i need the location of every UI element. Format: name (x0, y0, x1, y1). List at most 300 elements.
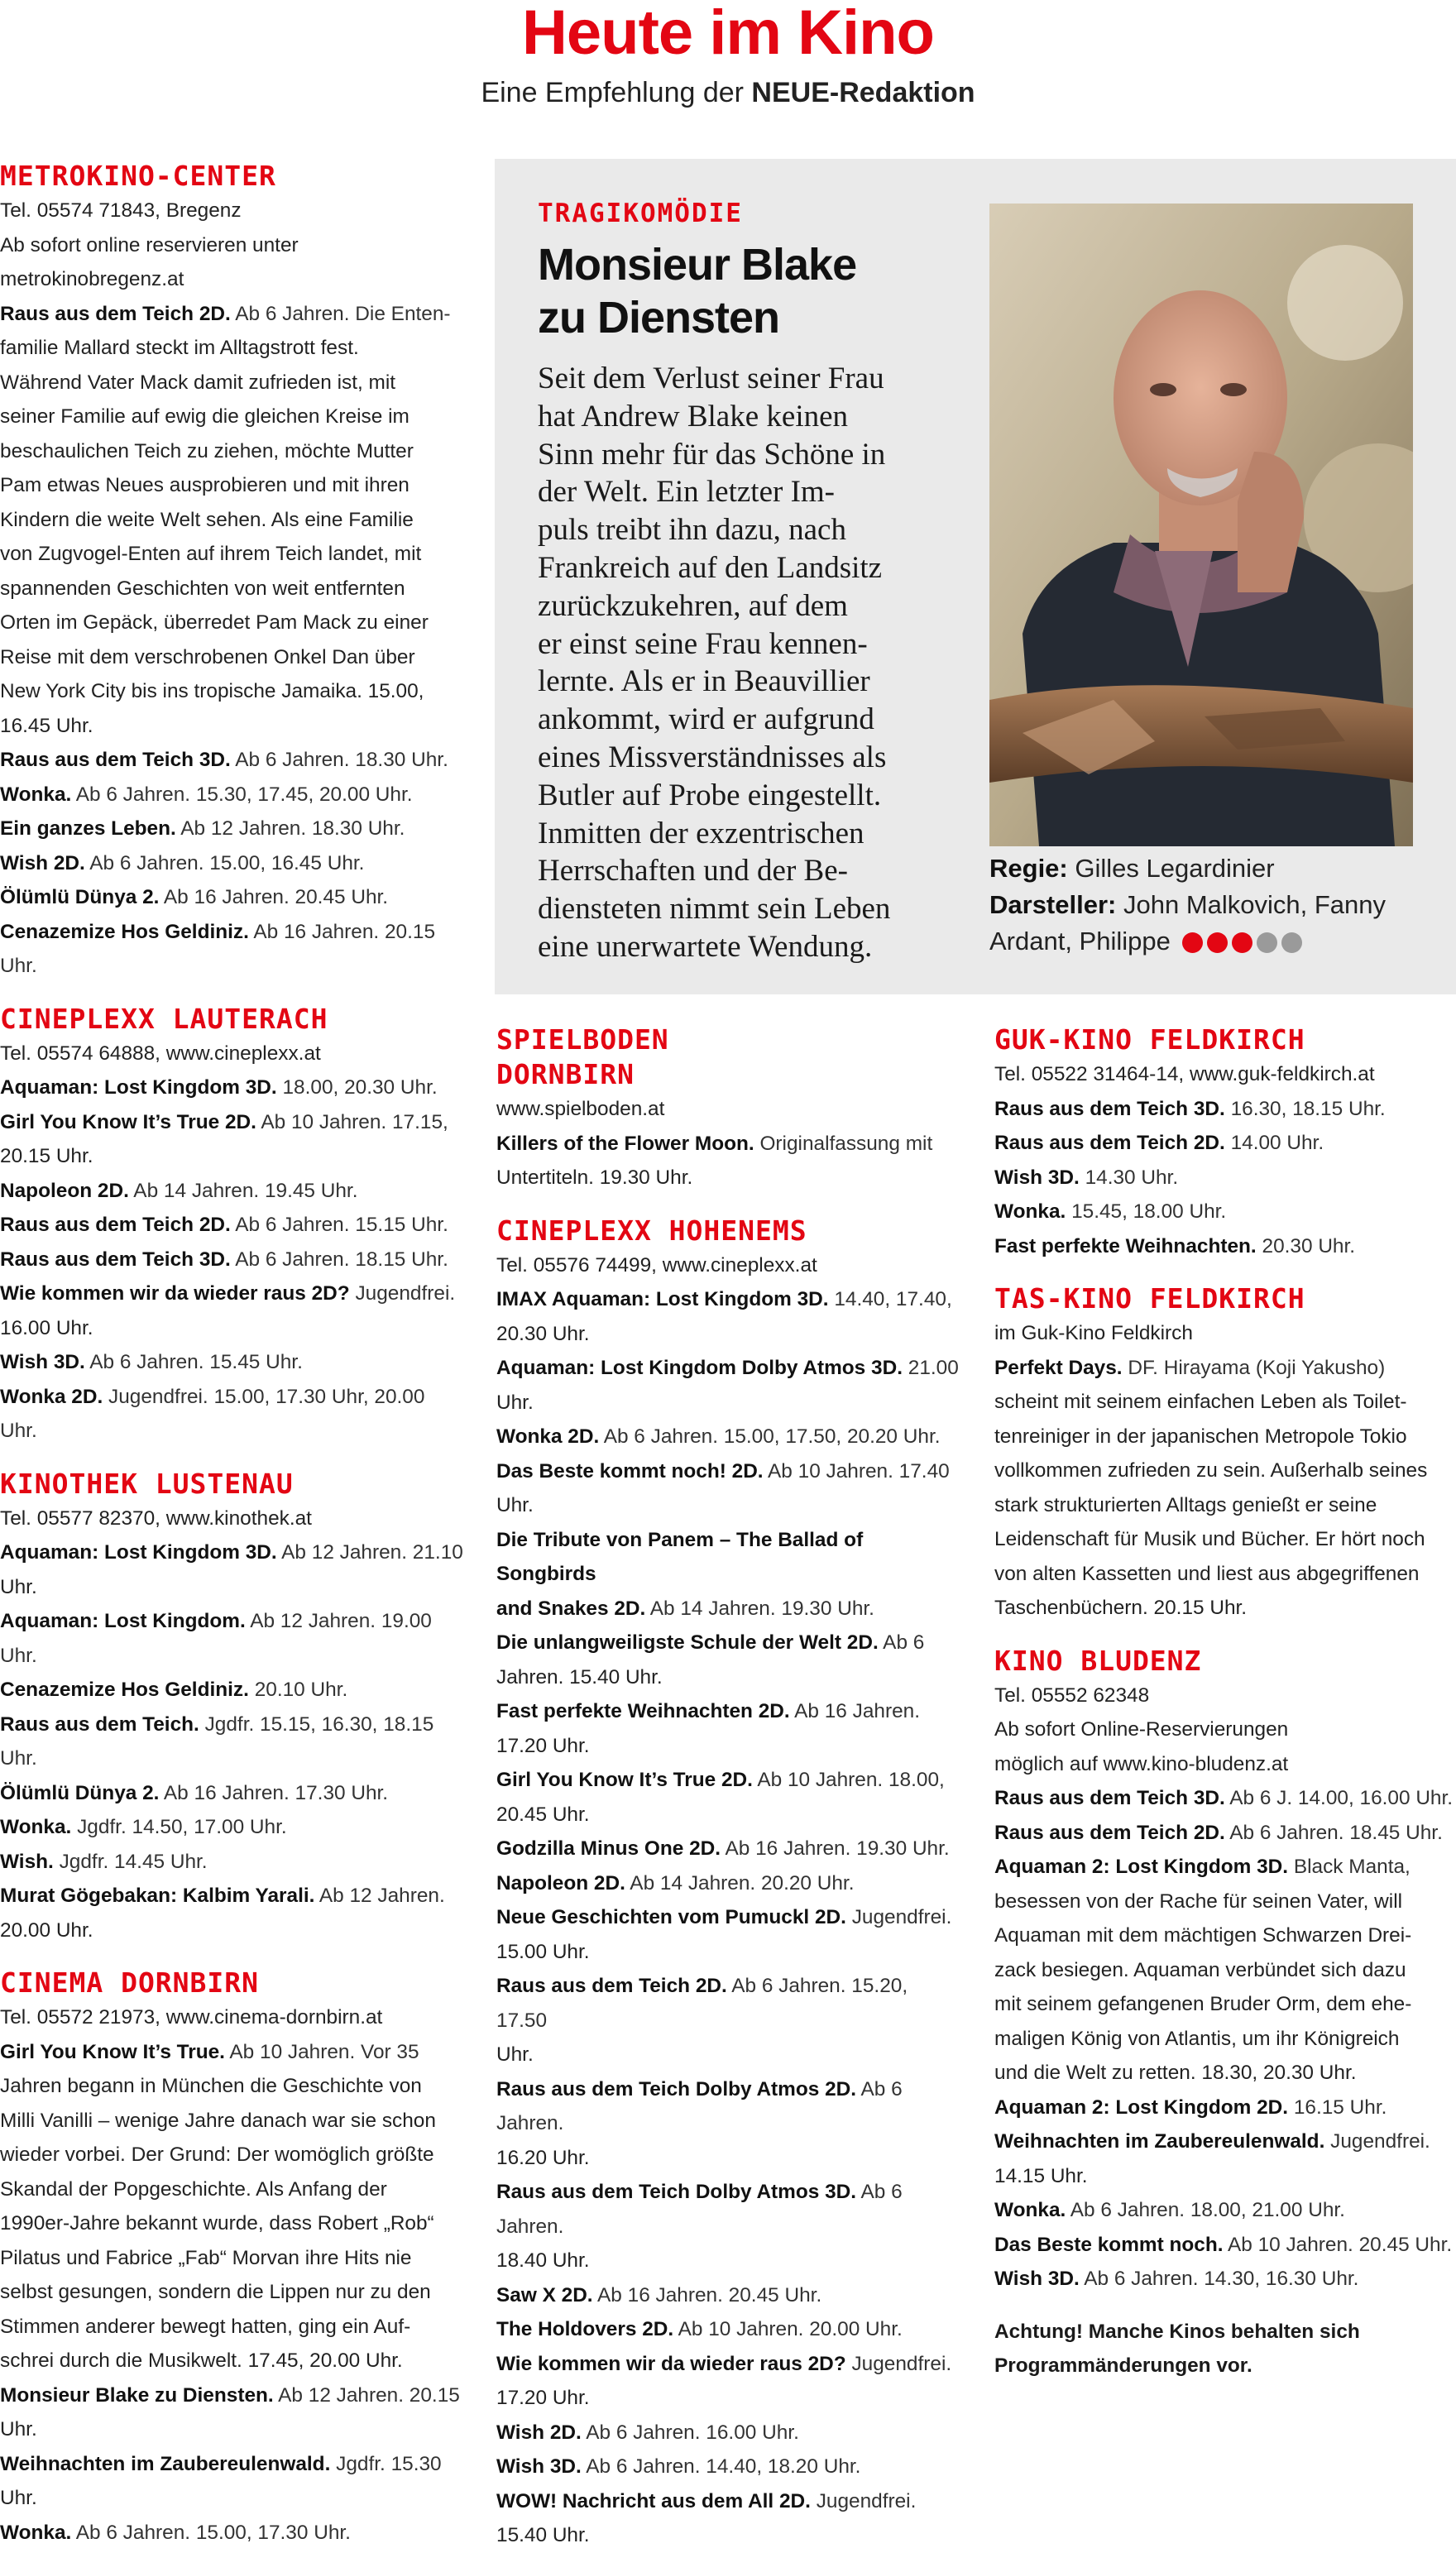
movie-title: Raus aus dem Teich 2D. (0, 302, 231, 325)
movie-entry (496, 2312, 960, 2347)
cinema-heading: GUK-KINO FELDKIRCH (994, 1023, 1305, 1056)
movie-details: Ab 6 Jahren. 15.00, 16.45 Uhr. (89, 851, 365, 874)
text-line: 20.00 Uhr. (0, 1918, 93, 1942)
cinema-heading: CINEPLEXX HOHENEMS (496, 1214, 807, 1247)
movie-entry (496, 1969, 960, 2038)
movie-details: Jgdfr. 15.30 (336, 2452, 442, 2475)
movie-title: Saw X 2D. (496, 2283, 593, 2306)
movie-title: Aquaman: Lost Kingdom 3D. (0, 1541, 277, 1564)
movie-entry (0, 778, 463, 812)
movie-details: Ab 6 Jahren. 18.00, 21.00 Uhr. (1070, 2199, 1345, 2221)
movie-details: 16.30, 18.15 Uhr. (1230, 1097, 1386, 1120)
text-line: 1990er-Jahre bekannt wurde, dass Robert „Rob“ (0, 2212, 434, 2234)
movie-title: Die unlangweiligste Schule der Welt 2D. (496, 1631, 879, 1654)
movie-entry (496, 1866, 960, 1901)
movie-details: Ab 14 Jahren. 19.30 Uhr. (649, 1597, 874, 1620)
movie-entry (496, 2416, 960, 2450)
text-line: 15.00 Uhr. (496, 1940, 590, 1963)
text-line: von alten Kassetten und liest aus abgegriffenen (994, 1562, 1420, 1585)
movie-title: Murat Gögebakan: Kalbim Yarali. (0, 1885, 315, 1907)
text-line: Leidenschaft für Musik und Bücher. Er hört noch (994, 1528, 1425, 1550)
movie-details: Ab 6 Jahren. 18.45 Uhr. (1229, 1821, 1443, 1844)
movie-details: Ab 10 Jahren. 17.15, (261, 1110, 448, 1133)
movie-details: 20.10 Uhr. (254, 1679, 348, 1701)
notice-line: Achtung! Manche Kinos behalten sich (994, 2320, 1360, 2343)
subtitle-bold: NEUE-Redaktion (751, 77, 975, 108)
movie-title: Ölümlü Dünya 2. (0, 886, 160, 908)
movie-title: Wish 3D. (496, 2455, 582, 2478)
movie-details: Ab 12 Jahren. 18.30 Uhr. (180, 817, 405, 840)
text-line: mit seinem gefangenen Bruder Orm, dem ehe- (994, 1993, 1412, 2015)
movie-title: Aquaman: Lost Kingdom 3D. (0, 1076, 277, 1099)
movie-details: Ab 6 Jahren. (496, 2077, 903, 2134)
movie-entry (994, 1351, 1456, 1386)
text-line: im Guk-Kino Feldkirch (994, 1322, 1193, 1344)
text-line: Ab sofort online reservieren unter (0, 233, 299, 256)
movie-title: Wonka. (0, 1816, 72, 1838)
column-middle (496, 1023, 960, 2553)
movie-title: Godzilla Minus One 2D. (496, 1837, 721, 1860)
movie-title: Das Beste kommt noch! 2D. (496, 1459, 764, 1482)
movie-entry (0, 1105, 463, 1140)
movie-details: 21.00 (908, 1357, 959, 1379)
movie-details: Ab 12 Jahren. 20.15 (278, 2383, 460, 2407)
movie-entry (496, 1900, 960, 1935)
movie-entry (0, 1345, 463, 1380)
feature-box (495, 159, 1456, 994)
text-line: Ab sofort Online-Reservierungen (994, 1718, 1289, 1741)
text-line: Uhr. (0, 2418, 37, 2440)
movie-entry (0, 1604, 463, 1673)
movie-details: Ab 6 (883, 1631, 925, 1654)
spacer (0, 984, 463, 1002)
movie-details: 14.30 Uhr. (1085, 1166, 1179, 1189)
movie-title: Aquaman 2: Lost Kingdom 3D. (994, 1856, 1289, 1878)
movie-entry (994, 2124, 1456, 2159)
movie-entry (994, 2193, 1456, 2228)
regie-line (989, 850, 1436, 887)
movie-title: Wonka 2D. (496, 1425, 600, 1448)
movie-entry (0, 2035, 463, 2070)
movie-details: Jgdfr. 14.45 Uhr. (59, 1850, 208, 1873)
rating-dot-filled (1232, 932, 1252, 953)
movie-entry (994, 1781, 1456, 1816)
movie-entry (496, 1127, 960, 1162)
text-line: von Zugvogel-Enten auf ihrem Teich landet, mit (0, 543, 422, 565)
movie-entry (0, 743, 463, 778)
feature-title (538, 238, 968, 344)
subtitle-prefix: Eine Empfehlung der (481, 77, 752, 108)
movie-entry (0, 846, 463, 881)
movie-title: Raus aus dem Teich 3D. (994, 1787, 1225, 1809)
text-line: Uhr. (0, 2487, 37, 2509)
feature-photo (989, 204, 1413, 846)
text-line: Jahren begann in München die Geschichte von (0, 2075, 422, 2097)
synopsis-line: Herrschaften und der Be- (538, 854, 848, 889)
text-line: Tel. 05574 71843, Bregenz (0, 199, 242, 222)
movie-entry (496, 1282, 960, 1317)
feature-synopsis (538, 360, 984, 966)
movie-details: 14.00 Uhr. (1230, 1132, 1324, 1154)
spacer (994, 1263, 1456, 1281)
synopsis-line: hat Andrew Blake keinen (538, 399, 849, 433)
text-line: Kindern die weite Welt sehen. Als eine Familie (0, 508, 414, 531)
movie-entry (496, 1454, 960, 1489)
movie-entry (994, 1161, 1456, 1195)
movie-title: Cenazemize Hos Geldiniz. (0, 1679, 249, 1701)
page-title: Heute im Kino (522, 0, 934, 68)
movie-title: Aquaman: Lost Kingdom. (0, 1610, 246, 1632)
movie-entry (0, 1845, 463, 1880)
portrait-image (989, 204, 1413, 846)
text-line: spannenden Geschichten von weit entfernten (0, 577, 405, 600)
movie-title: Raus aus dem Teich 2D. (994, 1132, 1225, 1154)
text-line: Skandal der Popgeschichte. Als Anfang der (0, 2177, 387, 2201)
text-line: Milli Vanilli – wenige Jahre danach war sie schon (0, 2109, 436, 2132)
movie-entry (994, 2228, 1456, 2263)
text-line: Uhr. (496, 1494, 534, 1516)
cinema-heading: TAS-KINO FELDKIRCH (994, 1282, 1305, 1315)
text-line: zack besiegen. Aquaman verbündet sich dazu (994, 1958, 1406, 1981)
text-line: metrokinobregenz.at (0, 268, 184, 290)
movie-title: Raus aus dem Teich 2D. (994, 1821, 1225, 1844)
movie-title: Weihnachten im Zaubereulenwald. (994, 2130, 1325, 2153)
text-line: stark strukturierten Alltags genießt er seine (994, 1493, 1377, 1516)
regie-value: Gilles Legardinier (1075, 854, 1275, 883)
movie-details: Jugendfrei. (355, 1282, 456, 1305)
movie-entry (994, 1816, 1456, 1851)
movie-title: Perfekt Days. (994, 1356, 1123, 1379)
text-line: besessen von der Rache für seinen Vater, will (994, 1890, 1403, 1913)
text-line: www.spielboden.at (496, 1098, 665, 1120)
movie-entry (496, 1523, 960, 1592)
text-line: Taschenbüchern. 20.15 Uhr. (994, 1597, 1248, 1619)
movie-title: Die Tribute von Panem – The Ballad of Songbirds (496, 1528, 864, 1585)
movie-entry (496, 1592, 960, 1626)
page-subtitle (0, 76, 1456, 109)
movie-details: Ab 16 Jahren. (794, 1700, 920, 1722)
text-line: 15.40 Uhr. (496, 2524, 590, 2546)
rating-dot-empty (1257, 932, 1277, 953)
movie-entry (994, 1092, 1456, 1127)
movie-entry (496, 2072, 960, 2141)
text-line: Reise mit dem verschrobenen Onkel Dan über (0, 645, 415, 668)
text-line: Stimmen anderer bewegt hatten, ging ein Auf- (0, 2315, 411, 2338)
movie-title: and Snakes 2D. (496, 1597, 646, 1620)
movie-details: Jgdfr. 15.15, 16.30, 18.15 Uhr. (0, 1712, 434, 1770)
text-line: Uhr. (496, 2043, 534, 2066)
feature-genre: TRAGIKOMÖDIE (538, 199, 743, 228)
movie-details: Originalfassung mit (759, 1132, 933, 1155)
darsteller-value-2: Ardant, Philippe (989, 927, 1171, 956)
movie-details: Ab 10 Jahren. 20.45 Uhr. (1227, 2233, 1453, 2256)
text-line: 16.20 Uhr. (496, 2146, 590, 2169)
text-line: und die Welt zu retten. 18.30, 20.30 Uhr. (994, 2062, 1357, 2084)
text-line: Pam etwas Neues ausprobieren und mit ihren (0, 474, 410, 496)
movie-title: Wie kommen wir da wieder raus 2D? (496, 2352, 846, 2375)
synopsis-line: der Welt. Ein letzter Im- (538, 475, 835, 510)
movie-entry (0, 1879, 463, 1914)
text-line: selbst gesungen, sondern die Lippen nur zu den (0, 2281, 431, 2303)
darsteller-label: Darsteller: (989, 890, 1117, 919)
movie-title: Raus aus dem Teich Dolby Atmos 3D. (496, 2181, 857, 2203)
text-line: maligen König von Atlantis, um ihr Königreich (994, 2027, 1400, 2050)
movie-details: Ab 16 Jahren. 17.30 Uhr. (163, 1781, 389, 1804)
movie-details: Ab 6 Jahren. 18.15 Uhr. (235, 1248, 448, 1271)
feature-title-line: zu Diensten (538, 293, 780, 342)
movie-details: Jugendfrei. 15.00, 17.30 Uhr, 20.00 Uhr. (0, 1385, 425, 1442)
movie-title: Wish. (0, 1850, 54, 1873)
text-line: vollkommen zufrieden zu sein. Außerhalb seines (994, 1459, 1428, 1482)
synopsis-line: Seit dem Verlust seiner Frau (538, 362, 884, 395)
text-line: Tel. 05576 74499, www.cineplexx.at (496, 1253, 817, 1276)
movie-title: Fast perfekte Weihnachten. (994, 1234, 1257, 1257)
movie-details: Jugendfrei. (816, 2489, 917, 2512)
text-line: 20.30 Uhr. (496, 1322, 590, 1345)
movie-title: Wie kommen wir da wieder raus 2D? (0, 1282, 350, 1305)
movie-title: Ölümlü Dünya 2. (0, 1781, 160, 1804)
movie-entry (496, 1694, 960, 1729)
movie-entry (0, 1071, 463, 1105)
movie-title: Neue Geschichten vom Pumuckl 2D. (496, 1906, 846, 1928)
movie-entry (0, 1208, 463, 1243)
movie-entry (0, 1535, 463, 1570)
movie-entry (994, 1850, 1456, 1885)
movie-details: Jugendfrei. (1330, 2130, 1430, 2153)
movie-entry (496, 2347, 960, 2382)
movie-details: Ab 16 Jahren. 20.45 Uhr. (597, 2283, 822, 2306)
spacer (496, 1195, 960, 1214)
movie-entry (0, 1243, 463, 1277)
movie-details: Ab 6 Jahren. 16.00 Uhr. (586, 2421, 799, 2444)
movie-details: Ab 6 Jahren. 14.30, 16.30 Uhr. (1084, 2268, 1359, 2290)
movie-entry (994, 2262, 1456, 2297)
movie-entry (0, 1810, 463, 1845)
movie-entry (0, 2378, 463, 2413)
movie-title: Aquaman: Lost Kingdom Dolby Atmos 3D. (496, 1357, 903, 1379)
movie-entry (0, 2516, 463, 2551)
movie-title: Wish 2D. (496, 2421, 582, 2444)
synopsis-line: Inmitten der exzentrischen (538, 816, 864, 850)
movie-details: Jugendfrei. (851, 1906, 952, 1928)
text-line: familie Mallard steckt im Alltagstrott fest. (0, 337, 359, 359)
movie-entry (496, 1763, 960, 1798)
synopsis-line: Frankreich auf den Landsitz (538, 550, 883, 585)
rating-dots (1182, 932, 1302, 953)
movie-details: Ab 10 Jahren. Vor 35 (229, 2040, 419, 2063)
movie-details: Ab 16 Jahren. 19.30 Uhr. (725, 1837, 950, 1860)
text-line: New York City bis ins tropische Jamaika. 15.00, (0, 680, 424, 702)
text-line: Tel. 05522 31464-14, www.guk-feldkirch.at (994, 1063, 1375, 1085)
movie-entry (496, 2450, 960, 2484)
movie-details: Ab 10 Jahren. 17.40 (768, 1459, 950, 1482)
movie-title: Wish 3D. (0, 1351, 85, 1373)
movie-details: 16.15 Uhr. (1293, 2096, 1387, 2119)
movie-entry (0, 812, 463, 846)
movie-title: Wonka. (0, 783, 72, 806)
movie-details: Ab 6 Jahren. 15.00, 17.50, 20.20 Uhr. (603, 1425, 941, 1448)
synopsis-line: ankommt, wird er aufgrund (538, 702, 874, 737)
column-right (994, 1023, 1456, 2383)
synopsis-line: Sinn mehr für das Schöne in (538, 437, 886, 472)
text-line: Jahren. 15.40 Uhr. (496, 1665, 663, 1688)
cinema-heading: CINEPLEXX LAUTERACH (0, 1002, 328, 1035)
movie-entry (0, 1708, 463, 1776)
movie-title: Cenazemize Hos Geldiniz. (0, 920, 249, 943)
movie-details: Ab 6 Jahren. 15.15 Uhr. (235, 1214, 448, 1236)
text-line: 16.00 Uhr. (0, 1316, 93, 1339)
text-line: schrei durch die Musikwelt. 17.45, 20.00 Uhr. (0, 2349, 403, 2372)
movie-details: Ab 14 Jahren. 20.20 Uhr. (630, 1871, 855, 1894)
movie-details: Ab 6 Jahren. (496, 2181, 903, 2238)
movie-title: Fast perfekte Weihnachten 2D. (496, 1700, 790, 1722)
movie-entry (0, 1673, 463, 1708)
movie-title: Girl You Know It’s True 2D. (0, 1110, 256, 1133)
column-left (0, 159, 463, 2550)
text-line: Aquaman mit dem mächtigen Schwarzen Drei- (994, 1924, 1412, 1947)
text-line: beschaulichen Teich zu ziehen, möchte Mutter (0, 439, 414, 462)
movie-entry (994, 1195, 1456, 1229)
movie-title: Wonka. (994, 2199, 1066, 2221)
spacer (994, 2297, 1456, 2315)
movie-title: Aquaman 2: Lost Kingdom 2D. (994, 2096, 1289, 2119)
movie-details: 15.45, 18.00 Uhr. (1071, 1200, 1227, 1223)
movie-title: Napoleon 2D. (496, 1871, 625, 1894)
movie-entry (496, 1420, 960, 1454)
movie-entry (496, 2278, 960, 2313)
spacer (0, 1449, 463, 1467)
movie-title: Wish 3D. (994, 2268, 1080, 2290)
cinema-heading: KINOTHEK LUSTENAU (0, 1467, 294, 1500)
movie-details: Ab 6 Jahren. 15.45 Uhr. (89, 1351, 303, 1373)
movie-entry (0, 880, 463, 915)
movie-title: Girl You Know It’s True. (0, 2040, 225, 2063)
text-line: Tel. 05572 21973, www.cinema-dornbirn.at (0, 2006, 383, 2029)
movie-title: Wonka. (994, 1200, 1066, 1223)
synopsis-line: eine unerwartete Wendung. (538, 929, 873, 964)
feature-credits (989, 850, 1436, 960)
feature-title-line: Monsieur Blake (538, 240, 857, 290)
text-line: Tel. 05577 82370, www.kinothek.at (0, 1506, 312, 1530)
text-line: scheint mit seinem einfachen Leben als Toilet- (994, 1391, 1407, 1413)
cinema-heading: METROKINO-CENTER (0, 160, 276, 192)
movie-title: Raus aus dem Teich Dolby Atmos 2D. (496, 2077, 857, 2100)
synopsis-line: eines Missverständnisses als (538, 740, 887, 774)
movie-title: Wish 2D. (0, 851, 85, 874)
movie-entry (496, 1626, 960, 1660)
text-line: 16.45 Uhr. (0, 714, 93, 737)
movie-title: Ein ganzes Leben. (0, 817, 176, 840)
movie-entry (994, 1126, 1456, 1161)
movie-entry (496, 1832, 960, 1866)
movie-title: Raus aus dem Teich 3D. (994, 1097, 1225, 1120)
movie-entry (0, 1276, 463, 1311)
movie-details: Jgdfr. 14.50, 17.00 Uhr. (77, 1816, 287, 1838)
movie-entry (0, 297, 463, 332)
movie-entry (496, 1351, 960, 1386)
darsteller-value: John Malkovich, Fanny (1123, 890, 1387, 919)
synopsis-line: puls treibt ihn dazu, nach (538, 513, 846, 548)
text-line: Pilatus und Fabrice „Fab“ Morvan ihre Hits nie (0, 2246, 412, 2269)
text-line: 17.20 Uhr. (496, 2387, 590, 2409)
movie-entry (496, 2175, 960, 2244)
movie-title: Raus aus dem Teich 2D. (0, 1214, 231, 1236)
spacer (994, 1626, 1456, 1644)
movie-title: Napoleon 2D. (0, 1179, 129, 1202)
movie-title: WOW! Nachricht aus dem All 2D. (496, 2489, 811, 2512)
movie-entry (994, 2091, 1456, 2125)
movie-details: Ab 6 Jahren. Die Enten- (235, 302, 451, 325)
text-line: tenreiniger in der japanischen Metropole Tokio (994, 1425, 1407, 1448)
movie-title: Monsieur Blake zu Diensten. (0, 2383, 274, 2407)
movie-title: Wonka 2D. (0, 1385, 103, 1408)
movie-title: Killers of the Flower Moon. (496, 1132, 754, 1155)
text-line: 20.15 Uhr. (0, 1145, 93, 1167)
movie-entry (0, 1174, 463, 1209)
movie-details: Ab 12 Jahren. 21.10 (281, 1541, 463, 1564)
text-line: Uhr. (0, 1575, 37, 1598)
rating-dot-filled (1207, 932, 1228, 953)
darsteller-line (989, 887, 1436, 923)
text-line: Untertiteln. 19.30 Uhr. (496, 1166, 693, 1189)
regie-label: Regie: (989, 854, 1068, 883)
movie-details: Ab 14 Jahren. 19.45 Uhr. (133, 1179, 358, 1202)
cinema-heading: KINO BLUDENZ (994, 1644, 1202, 1677)
text-line: seiner Familie auf ewig die gleichen Kreise im (0, 405, 410, 428)
movie-title: Das Beste kommt noch. (994, 2233, 1224, 2256)
movie-entry (0, 1776, 463, 1811)
movie-title: IMAX Aquaman: Lost Kingdom 3D. (496, 1288, 829, 1310)
movie-details: Ab 16 Jahren. 20.45 Uhr. (163, 886, 389, 908)
text-line: 17.20 Uhr. (496, 1734, 590, 1757)
text-line: Während Vater Mack damit zufrieden ist, mit (0, 371, 396, 394)
movie-entry (496, 2484, 960, 2519)
movie-details: Black Manta, (1293, 1856, 1410, 1878)
movie-details: Ab 12 Jahren. (318, 1885, 445, 1907)
rating-dot-filled (1182, 932, 1203, 953)
spacer (0, 1947, 463, 1966)
movie-title: Weihnachten im Zaubereulenwald. (0, 2452, 331, 2475)
movie-title: The Holdovers 2D. (496, 2318, 674, 2340)
movie-title: Raus aus dem Teich 3D. (0, 1248, 231, 1271)
synopsis-line: diensteten nimmt sein Leben (538, 892, 891, 927)
movie-details: Ab 10 Jahren. 18.00, (757, 1769, 945, 1791)
movie-details: Ab 12 Jahren. 19.00 Uhr. (0, 1610, 432, 1667)
movie-details: Ab 6 Jahren. 14.40, 18.20 Uhr. (586, 2455, 861, 2478)
movie-details: Jugendfrei. (851, 2352, 952, 2375)
movie-details: 14.40, 17.40, (834, 1288, 952, 1310)
movie-entry (0, 915, 463, 984)
movie-title: Raus aus dem Teich 3D. (0, 749, 231, 771)
text-line: möglich auf www.kino-bludenz.at (994, 1752, 1289, 1775)
synopsis-line: Butler auf Probe eingestellt. (538, 778, 882, 812)
synopsis-line: zurückzukehren, auf dem (538, 588, 848, 623)
movie-details: 18.00, 20.30 Uhr. (282, 1076, 438, 1099)
movie-title: Raus aus dem Teich. (0, 1712, 199, 1736)
text-line: Orten im Gepäck, überredet Pam Mack zu einer (0, 611, 429, 634)
movie-entry (994, 1229, 1456, 1264)
text-line: Tel. 05574 64888, www.cineplexx.at (0, 1042, 321, 1065)
movie-details: Ab 6 Jahren. 15.30, 17.45, 20.00 Uhr. (75, 783, 413, 806)
text-line: 14.15 Uhr. (994, 2164, 1088, 2187)
movie-details: Ab 6 Jahren. 15.00, 17.30 Uhr. (75, 2521, 351, 2544)
movie-details: Ab 16 Jahren. 20.15 Uhr. (0, 920, 436, 977)
text-line: Uhr. (496, 1391, 534, 1414)
movie-details: 20.30 Uhr. (1262, 1234, 1356, 1257)
darsteller-line-2 (989, 923, 1436, 960)
notice-line: Programmänderungen vor. (994, 2354, 1252, 2377)
movie-title: Wonka. (0, 2521, 72, 2544)
